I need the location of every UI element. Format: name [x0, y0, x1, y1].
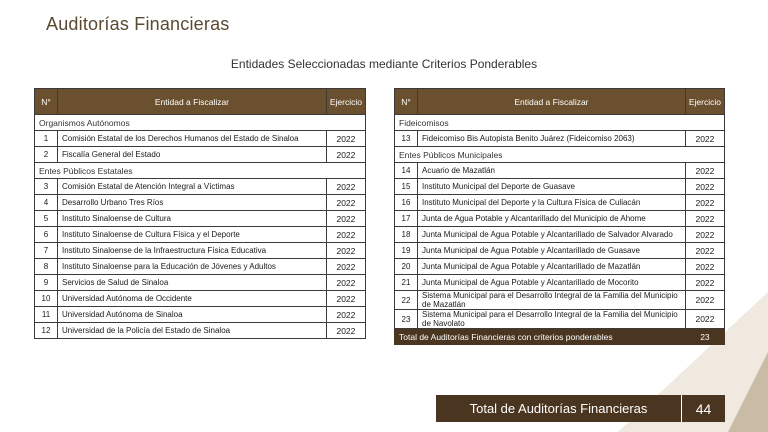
row-entity: Junta Municipal de Agua Potable y Alcantarillado de Mazatlán [418, 259, 686, 275]
table-row [35, 291, 366, 307]
grand-total-value: 44 [695, 400, 712, 417]
page-subtitle [0, 57, 768, 71]
table-row [395, 195, 725, 211]
row-year: 2022 [685, 243, 724, 259]
row-number: 2 [35, 147, 58, 163]
subtotal-row [395, 329, 725, 345]
row-entity: Comisión Estatal de los Derechos Humanos del Estado de Sinaloa [58, 131, 327, 147]
row-entity: Fiscalía General del Estado [58, 147, 327, 163]
section-row [35, 115, 366, 131]
row-year: 2022 [685, 131, 724, 147]
section-row [395, 115, 725, 131]
row-number: 7 [35, 243, 58, 259]
row-year: 2022 [326, 131, 365, 147]
row-number: 23 [395, 310, 418, 329]
page-title: Auditorías Financieras [46, 14, 230, 34]
row-entity: Instituto Municipal del Deporte de Guasave [418, 179, 686, 195]
row-number: 21 [395, 275, 418, 291]
table-row [35, 195, 366, 211]
col-header-entity: Entidad a Fiscalizar [58, 89, 327, 115]
row-year: 2022 [326, 195, 365, 211]
col-header-year: Ejercicio [326, 89, 365, 115]
section-label: Entes Públicos Municipales [395, 147, 725, 163]
row-number: 10 [35, 291, 58, 307]
row-year: 2022 [685, 227, 724, 243]
table-row [395, 310, 725, 329]
row-year: 2022 [326, 259, 365, 275]
table-row [395, 275, 725, 291]
table-row [35, 323, 366, 339]
table-row [35, 275, 366, 291]
table-row [35, 259, 366, 275]
col-header-entity: Entidad a Fiscalizar [418, 89, 686, 115]
row-entity: Desarrollo Urbano Tres Ríos [58, 195, 327, 211]
row-year: 2022 [326, 227, 365, 243]
row-entity: Sistema Municipal para el Desarrollo Integral de la Familia del Municipio de Navolato [418, 310, 686, 329]
table-body-right [395, 115, 725, 329]
section-label: Fideicomisos [395, 115, 725, 131]
row-year: 2022 [326, 211, 365, 227]
row-entity: Instituto Municipal del Deporte y la Cultura Física de Culiacán [418, 195, 686, 211]
grand-total-label: Total de Auditorías Financieras [469, 401, 648, 416]
table-row [35, 131, 366, 147]
table-row [35, 307, 366, 323]
table-row [395, 131, 725, 147]
subtotal-value: 23 [685, 329, 724, 345]
row-number: 5 [35, 211, 58, 227]
table-row [395, 179, 725, 195]
row-year: 2022 [326, 323, 365, 339]
table-header-row [395, 89, 725, 115]
section-row [35, 163, 366, 179]
row-number: 17 [395, 211, 418, 227]
row-number: 14 [395, 163, 418, 179]
row-entity: Acuario de Mazatlán [418, 163, 686, 179]
col-header-number: N° [35, 89, 58, 115]
table-row [395, 291, 725, 310]
table-row [395, 163, 725, 179]
row-number: 16 [395, 195, 418, 211]
section-label: Organismos Autónomos [35, 115, 366, 131]
row-number: 13 [395, 131, 418, 147]
entities-table-left [34, 88, 366, 339]
row-entity: Comisión Estatal de Atención Integral a Víctimas [58, 179, 327, 195]
row-entity: Instituto Sinaloense de la Infraestructura Física Educativa [58, 243, 327, 259]
row-entity: Instituto Sinaloense de Cultura Física y el Deporte [58, 227, 327, 243]
row-number: 15 [395, 179, 418, 195]
table-row [35, 211, 366, 227]
row-number: 4 [35, 195, 58, 211]
row-number: 22 [395, 291, 418, 310]
row-number: 20 [395, 259, 418, 275]
row-number: 3 [35, 179, 58, 195]
col-header-year: Ejercicio [685, 89, 724, 115]
table-row [35, 147, 366, 163]
row-entity: Servicios de Salud de Sinaloa [58, 275, 327, 291]
row-number: 1 [35, 131, 58, 147]
table-row [35, 243, 366, 259]
row-entity: Fideicomiso Bis Autopista Benito Juárez (Fideicomiso 2063) [418, 131, 686, 147]
table-row [395, 211, 725, 227]
subtitle-text: Entidades Seleccionadas mediante Criterios Ponderables [230, 57, 538, 71]
row-year: 2022 [685, 291, 724, 310]
section-row [395, 147, 725, 163]
row-entity: Instituto Sinaloense de Cultura [58, 211, 327, 227]
row-number: 12 [35, 323, 58, 339]
row-year: 2022 [685, 310, 724, 329]
row-entity: Universidad Autónoma de Sinaloa [58, 307, 327, 323]
row-year: 2022 [326, 179, 365, 195]
row-year: 2022 [326, 147, 365, 163]
row-entity: Universidad Autónoma de Occidente [58, 291, 327, 307]
row-year: 2022 [685, 259, 724, 275]
row-year: 2022 [326, 307, 365, 323]
row-number: 11 [35, 307, 58, 323]
row-number: 18 [395, 227, 418, 243]
table-body-left [35, 115, 366, 339]
row-entity: Sistema Municipal para el Desarrollo Integral de la Familia del Municipio de Mazatlán [418, 291, 686, 310]
row-number: 6 [35, 227, 58, 243]
table-header-row [35, 89, 366, 115]
row-year: 2022 [685, 195, 724, 211]
row-entity: Junta de Agua Potable y Alcantarillado del Municipio de Ahome [418, 211, 686, 227]
row-entity: Universidad de la Policía del Estado de Sinaloa [58, 323, 327, 339]
table-row [35, 179, 366, 195]
row-number: 9 [35, 275, 58, 291]
row-entity: Junta Municipal de Agua Potable y Alcantarillado de Mocorito [418, 275, 686, 291]
table-row [395, 227, 725, 243]
table-row [395, 243, 725, 259]
grand-total-box [436, 395, 725, 422]
section-label: Entes Públicos Estatales [35, 163, 366, 179]
decorative-triangle-dark [728, 352, 768, 432]
row-year: 2022 [326, 291, 365, 307]
row-year: 2022 [326, 275, 365, 291]
col-header-number: N° [395, 89, 418, 115]
row-year: 2022 [685, 179, 724, 195]
row-number: 19 [395, 243, 418, 259]
row-year: 2022 [685, 211, 724, 227]
table-row [35, 227, 366, 243]
row-year: 2022 [685, 275, 724, 291]
row-number: 8 [35, 259, 58, 275]
row-entity: Junta Municipal de Agua Potable y Alcantarillado de Salvador Alvarado [418, 227, 686, 243]
row-year: 2022 [326, 243, 365, 259]
table-row [395, 259, 725, 275]
row-entity: Junta Municipal de Agua Potable y Alcantarillado de Guasave [418, 243, 686, 259]
entities-table-right [394, 88, 725, 345]
subtotal-label: Total de Auditorías Financieras con criterios ponderables [395, 329, 686, 345]
row-entity: Instituto Sinaloense para la Educación de Jóvenes y Adultos [58, 259, 327, 275]
row-year: 2022 [685, 163, 724, 179]
